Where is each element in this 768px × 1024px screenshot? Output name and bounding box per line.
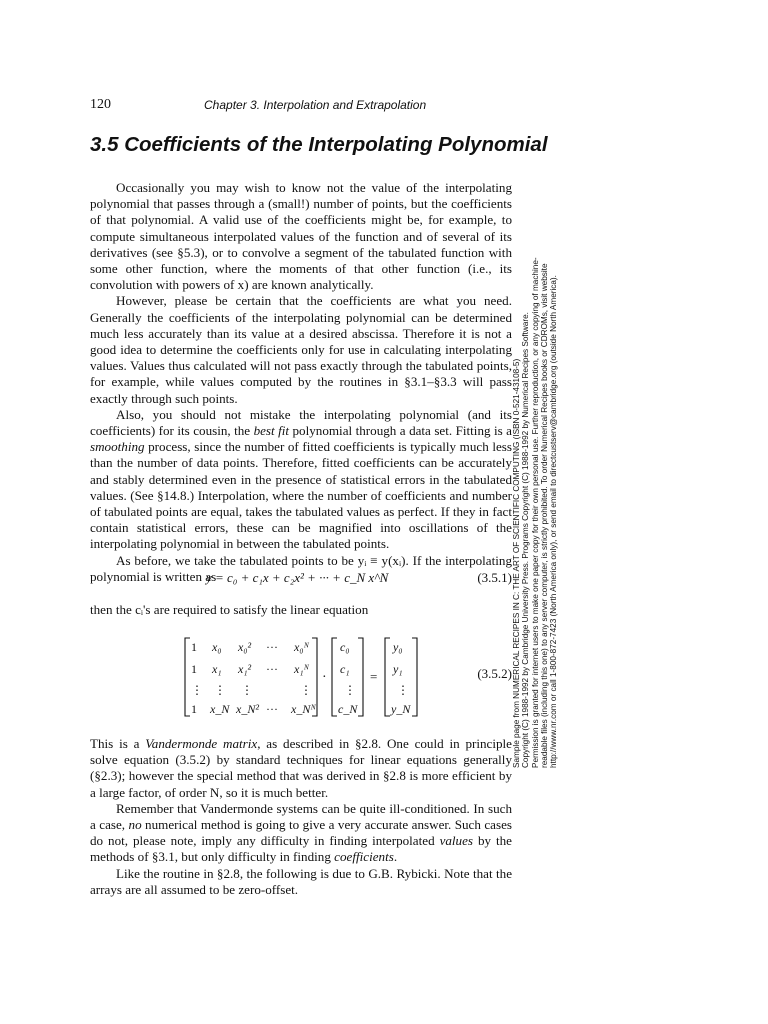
matrix-cell: x₁ᴺ — [294, 662, 310, 676]
coefficient-cell: c₁ — [340, 662, 350, 676]
paragraph-tabulated-points: As before, we take the tabulated points to be yᵢ ≡ y(xᵢ). If the interpolating polynomial is written as — [90, 552, 512, 584]
notice-line: Permission is granted for internet users to make one paper copy for their own personal use. Further reproduction, or any copying of machine- — [530, 257, 540, 768]
notice-line: Copyright (C) 1988-1992 by Cambridge University Press. Programs Copyright (C) 1988-1992 by Numerical Recipes Software. — [521, 312, 531, 768]
equals-sign: = — [370, 669, 378, 684]
section-title: 3.5 Coefficients of the Interpolating Polynomial — [90, 133, 548, 156]
matrix-cell: ··· — [266, 640, 278, 654]
matrix-cell: ⋮ — [191, 683, 203, 697]
matrix-cell: x₁ — [212, 662, 222, 676]
matrix-cell: x_Nᴺ — [291, 702, 316, 716]
notice-line: http://www.nr.com or call 1-800-872-7423 (North America only), or send email to directcustserv@cambridge.org (outside North America). — [549, 275, 559, 768]
matrix-cell: ⋮ — [214, 683, 226, 697]
matrix-cell: x_N² — [236, 702, 259, 716]
notice-line: Sample page from NUMERICAL RECIPES IN C: THE ART OF SCIENTIFIC COMPUTING (ISBN 0-521-43108-5) — [512, 358, 521, 768]
equation-3-5-2 — [90, 636, 512, 718]
dot-operator: · — [322, 670, 327, 685]
paragraph-vandermonde: This is a Vandermonde matrix, as described in §2.8. One could in principle solve equation (3.5.2) by standard techniques for linear equations generally (§2.3); however the special method that was derived in §2.8 is more efficient by a large factor, of order N, so it is much better. — [90, 736, 512, 800]
matrix-cell: ··· — [266, 662, 278, 676]
matrix-cell: ⋮ — [300, 683, 312, 697]
paragraph-linear-equation: then the cᵢ's are required to satisfy the linear equation — [90, 602, 369, 617]
rhs-cell: ⋮ — [397, 683, 409, 697]
matrix-cell: 1 — [191, 640, 197, 654]
coeff-right-bracket — [358, 638, 363, 716]
paragraph-ill-conditioned: Remember that Vandermonde systems can be quite ill-conditioned. In such a case, no numerical method is going to give a very accurate answer. Such cases do not, please note, imply any difficulty in finding interpolated values by the methods of §3.1, but only difficulty in finding coefficients. — [90, 800, 512, 865]
matrix-cell: x_N — [210, 702, 230, 716]
body-text-upper — [90, 180, 512, 585]
page-number: 120 — [90, 97, 111, 112]
notice-line: readable files (including this one) to any server computer, is strictly prohibited. To order Numerical Recipes books or CDROMs, visit website — [539, 263, 549, 768]
rhs-cell: y₁ — [393, 662, 403, 676]
rhs-left-bracket — [385, 638, 390, 716]
paragraph-intro: Occasionally you may wish to know not the value of the interpolating polynomial that passes through a (small!) number of points, but the coefficients of that polynomial. A valid use of the coefficients might be, for example, to compute simultaneous interpolated values of the function and of several of its derivatives (see §5.3), or to convolve a segment of the tabulated function with some other function, where the moments of that other function (i.e., its convolution with powers of x) are known analytically. — [90, 180, 512, 293]
body-text-lower — [90, 736, 512, 898]
equation-polynomial: y = c₀ + c₁x + c₂x² + ··· + c_N x^N — [206, 570, 389, 585]
matrix-cell: x₁² — [238, 662, 252, 676]
coefficient-cell: c₀ — [340, 640, 350, 654]
matrix-cell: 1 — [191, 662, 197, 676]
rhs-right-bracket — [412, 638, 417, 716]
coefficient-cell: c_N — [338, 702, 358, 716]
matrix-cell: ⋮ — [241, 683, 253, 697]
matrix-cell: x₀ — [212, 640, 222, 654]
equation-number-3-5-1: (3.5.1) — [477, 570, 512, 585]
paragraph-caution: However, please be certain that the coefficients are what you need. Generally the coefficients of the interpolating polynomial can be determined much less accurately than its value at a desired abscissa. Therefore it is not a good idea to determine the coefficients only for use in calculating interpolating values. Values thus calculated will not pass exactly through the tabulated points, for example, while values computed by the routines in §3.1–§3.3 will pass exactly through such points. — [90, 293, 512, 406]
rhs-cell: y₀ — [393, 640, 403, 654]
paragraph-best-fit: Also, you should not mistake the interpolating polynomial (and its coefficients) for its cousin, the best fit polynomial through a data set. Fitting is a smoothing process, since the number of fitted coefficients is typically much less than the number of data points. Therefore, fitted coefficients can be accurately and stably determined even in the presence of statistical errors in the tabulated values. (See §14.8.) Interpolation, where the number of coefficients and number of tabulated points are equal, takes the tabulated values as perfect. If they in fact contain statistical errors, these can be magnified into oscillations of the interpolating polynomial in between the tabulated points. — [90, 406, 512, 552]
matrix-cell: ··· — [266, 702, 278, 716]
copyright-notice — [512, 228, 568, 768]
matrix-cell: x₀² — [238, 640, 252, 654]
matrix-cell: 1 — [191, 702, 197, 716]
vandermonde-matrix-equation — [90, 636, 430, 718]
running-head — [90, 95, 510, 115]
coeff-left-bracket — [332, 638, 337, 716]
equation-number-3-5-2: (3.5.2) — [477, 666, 512, 681]
paragraph-rybicki: Like the routine in §2.8, the following is due to G.B. Rybicki. Note that the arrays are all assumed to be zero-offset. — [90, 865, 512, 897]
chapter-title: Chapter 3. Interpolation and Extrapolation — [204, 98, 427, 112]
coefficient-cell: ⋮ — [344, 683, 356, 697]
rhs-cell: y_N — [391, 702, 411, 716]
equation-3-5-1 — [90, 568, 512, 588]
matrix-left-bracket — [185, 638, 190, 716]
matrix-cell: x₀ᴺ — [294, 640, 310, 654]
